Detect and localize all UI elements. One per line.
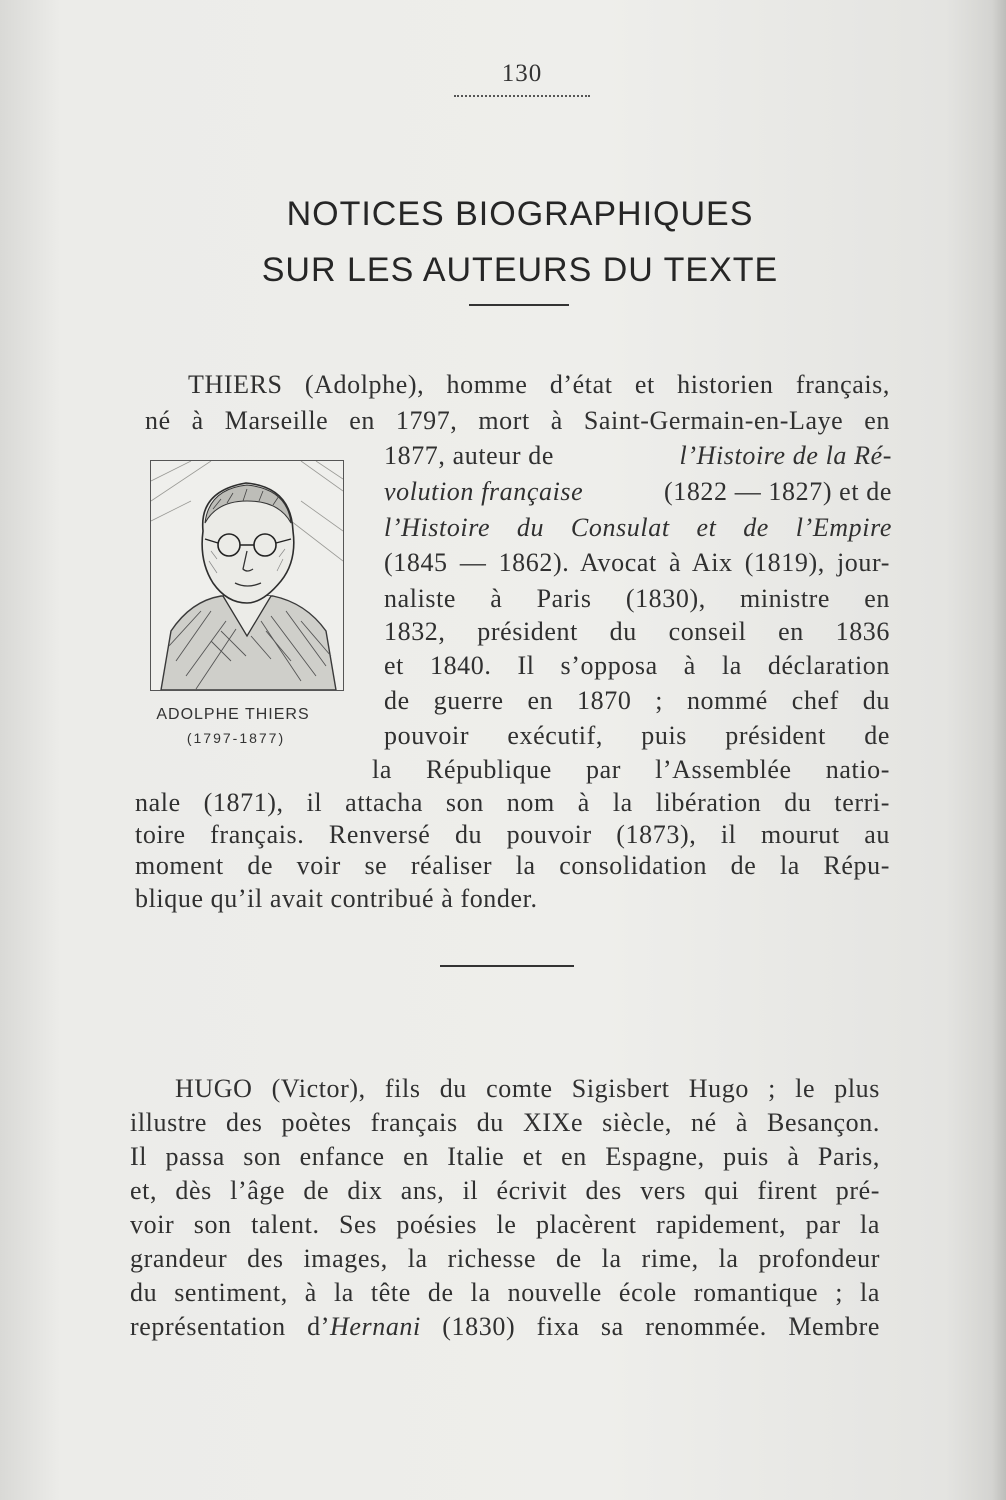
hugo-line-1: HUGO (Victor), fils du comte Sigisbert Hugo ; le plus — [175, 1074, 880, 1103]
thiers-line-12: la République par l’Assemblée natio- — [372, 755, 890, 784]
hugo-line-4: et, dès l’âge de dix ans, il écrivit des vers qui firent pré- — [130, 1176, 880, 1205]
thiers-line-3-text: 1877, auteur de — [384, 441, 555, 470]
hugo-line-3: Il passa son enfance en Italie et en Espagne, puis à Paris, — [130, 1142, 880, 1171]
thiers-line-7: naliste à Paris (1830), ministre en — [384, 584, 890, 613]
thiers-line-16: blique qu’il avait contribué à fonder. — [135, 884, 538, 913]
thiers-line-4-italic: volution française — [384, 477, 584, 506]
title-line-1: NOTICES BIOGRAPHIQUES — [286, 195, 754, 233]
hugo-line-8 — [130, 1314, 880, 1340]
thiers-line-1: THIERS (Adolphe), homme d’état et historien français, — [188, 370, 890, 399]
portrait-caption-dates: (1797-1877) — [186, 730, 286, 746]
portrait-caption-name: ADOLPHE THIERS — [156, 706, 310, 723]
title-line-2: SUR LES AUTEURS DU TEXTE — [261, 251, 779, 289]
hugo-line-2: illustre des poètes français du XIXe siècle, né à Besançon. — [130, 1108, 880, 1137]
thiers-line-13: nale (1871), il attacha son nom à la libération du terri- — [135, 788, 890, 817]
hugo-line-7: du sentiment, à la tête de la nouvelle école romantique ; la — [130, 1278, 880, 1307]
hugo-line-8-italic: Hernani — [329, 1312, 421, 1341]
section-divider — [440, 965, 574, 967]
thiers-line-4-text: (1822 — 1827) et de — [663, 477, 892, 506]
thiers-line-14: toire français. Renversé du pouvoir (1873), il mourut au — [135, 820, 890, 849]
thiers-line-15: moment de voir se réaliser la consolidation de la Répu- — [135, 851, 890, 880]
hugo-line-8-text-2: (1830) fixa sa renommée. Membre — [442, 1312, 880, 1341]
portrait-thiers — [150, 460, 344, 691]
page-edge-shadow — [992, 0, 1006, 1500]
hugo-line-6: grandeur des images, la richesse de la rime, la profondeur — [130, 1244, 880, 1273]
thiers-line-11: pouvoir exécutif, puis président de — [384, 721, 890, 750]
hugo-line-8-text: représentation d’ — [130, 1312, 330, 1341]
page-number: 130 — [501, 60, 543, 87]
portrait-drawing — [151, 461, 343, 690]
thiers-line-2: né à Marseille en 1797, mort à Saint-Germain-en-Laye en — [145, 406, 890, 435]
thiers-line-3 — [384, 443, 892, 469]
thiers-line-6: (1845 — 1862). Avocat à Aix (1819), jour- — [384, 548, 890, 577]
thiers-line-3-italic: l’Histoire de la Ré- — [679, 441, 892, 470]
thiers-line-5-italic: l’Histoire du Consulat et de l’Empire — [384, 513, 892, 542]
thiers-line-5 — [384, 515, 892, 541]
thiers-line-4 — [384, 479, 892, 505]
page-number-rule — [454, 95, 590, 97]
thiers-line-8: 1832, président du conseil en 1836 — [384, 617, 890, 646]
thiers-line-10: de guerre en 1870 ; nommé chef du — [384, 686, 890, 715]
title-rule — [469, 304, 569, 306]
thiers-line-9: et 1840. Il s’opposa à la déclaration — [384, 651, 890, 680]
hugo-line-5: voir son talent. Ses poésies le placèrent rapidement, par la — [130, 1210, 880, 1239]
